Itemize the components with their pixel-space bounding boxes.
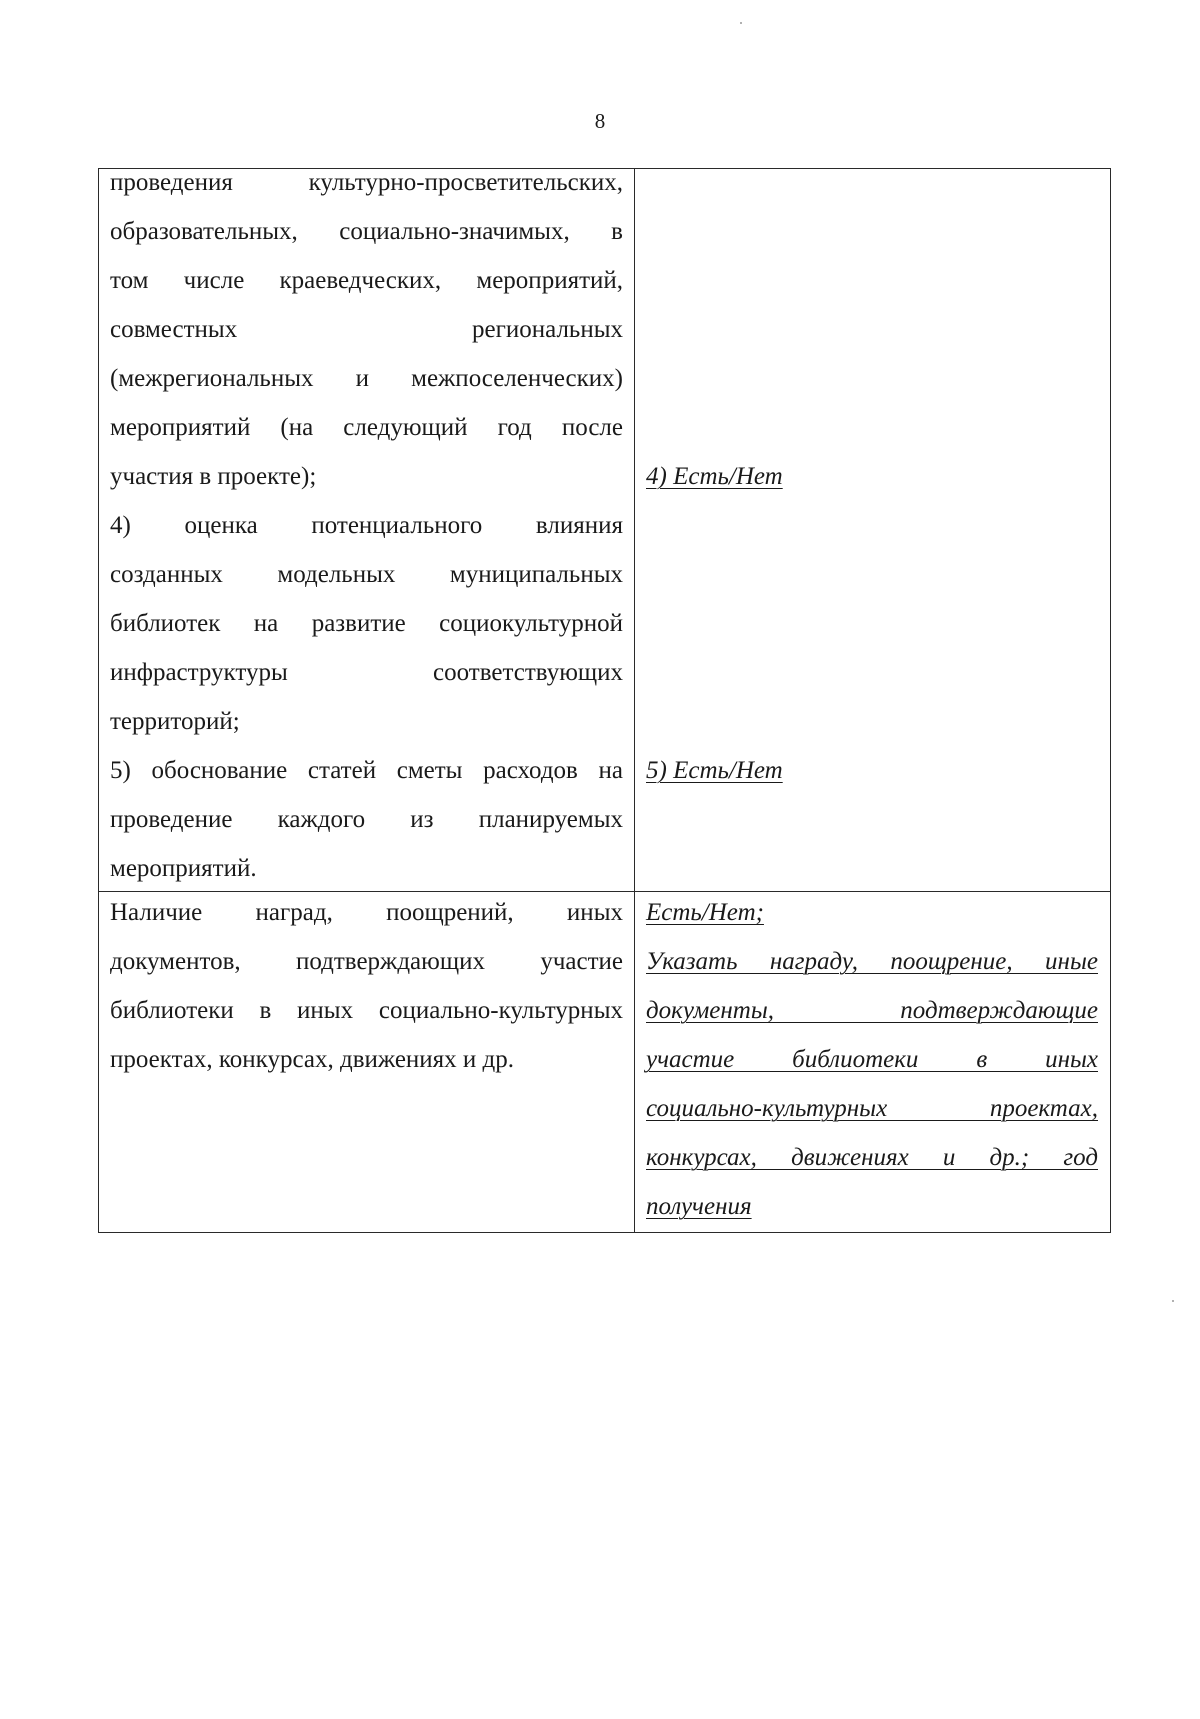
scan-speck (740, 22, 742, 24)
answer-line: конкурсах, движениях и др.; год (646, 1144, 1098, 1171)
text-line: библиотек на развитие социокультурной (110, 610, 623, 637)
column-divider (634, 168, 635, 1233)
scan-speck (1172, 1300, 1174, 1302)
text-line: участия в проекте); (110, 463, 317, 490)
text-line: территорий; (110, 708, 240, 735)
answer-5: 5) Есть/Нет (646, 757, 783, 784)
answer-line: Есть/Нет; (646, 899, 764, 926)
answer-line: участие библиотеки в иных (646, 1046, 1098, 1073)
text-line: инфраструктуры соответствующих (110, 659, 623, 686)
answer-line: Указать награду, поощрение, иные (646, 948, 1098, 975)
text-line: (межрегиональных и межпоселенческих) (110, 365, 623, 392)
text-line: проведение каждого из планируемых (110, 806, 623, 833)
row1-answer-cell (646, 158, 1096, 795)
text-line: совместных региональных (110, 316, 623, 343)
text-line: образовательных, социально-значимых, в (110, 218, 623, 245)
page-number: 8 (594, 109, 606, 133)
text-line: 5) обоснование статей сметы расходов на (110, 757, 623, 784)
text-line: мероприятий. (110, 855, 257, 882)
row2-criteria-cell (110, 888, 623, 1084)
text-line: том числе краеведческих, мероприятий, (110, 267, 623, 294)
answer-line: социально-культурных проектах, (646, 1095, 1098, 1122)
answer-line: документы, подтверждающие (646, 997, 1098, 1024)
answer-4: 4) Есть/Нет (646, 463, 783, 490)
row2-answer-cell (646, 888, 1098, 1231)
text-line: Наличие наград, поощрений, иных (110, 899, 623, 926)
text-line: созданных модельных муниципальных (110, 561, 623, 588)
text-line: 4) оценка потенциального влияния (110, 512, 623, 539)
text-line: библиотеки в иных социально-культурных (110, 997, 623, 1024)
text-line: документов, подтверждающих участие (110, 948, 623, 975)
answer-line: получения (646, 1193, 752, 1220)
row1-criteria-cell (110, 158, 623, 893)
text-line: мероприятий (на следующий год после (110, 414, 623, 441)
text-line: проведения культурно-просветительских, (110, 169, 623, 196)
text-line: проектах, конкурсах, движениях и др. (110, 1046, 515, 1073)
